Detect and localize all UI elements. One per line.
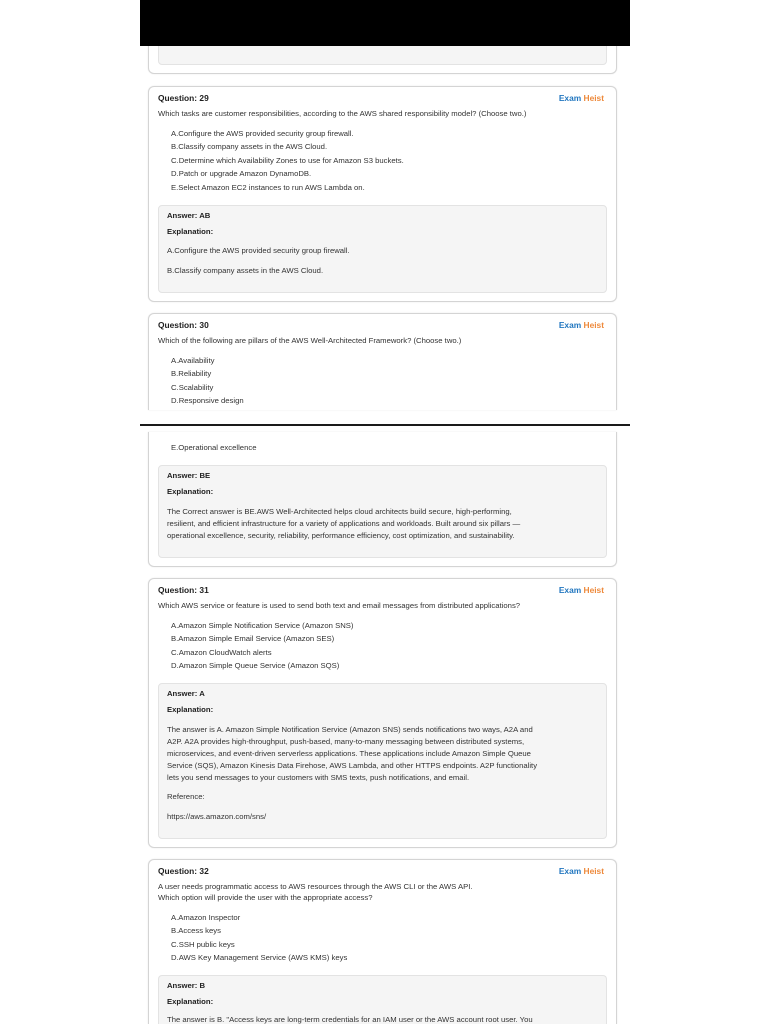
question-title <box>158 865 209 877</box>
question-text <box>158 600 607 611</box>
option-d: D.AWS Key Management Service (AWS KMS) keys <box>171 953 348 962</box>
question-text <box>158 881 607 903</box>
redaction-bar <box>140 0 630 46</box>
answer-options <box>158 911 607 965</box>
answer-line <box>167 980 598 992</box>
explanation-line: resilient, and efficient infrastructure for a variety of applications and workloads. Built around six pillars — <box>167 518 521 528</box>
answer-value: A <box>199 689 205 698</box>
explanation-line: operational excellence, security, reliability, performance efficiency, cost optimization, and sustainability. <box>167 530 515 540</box>
question-title <box>158 319 209 331</box>
option-d: D.Amazon Simple Queue Service (Amazon SQS) <box>171 661 340 670</box>
explanation-label: Explanation: <box>167 226 214 236</box>
question-number: 30 <box>199 320 209 330</box>
explanation-paragraph <box>167 724 598 784</box>
question-header <box>158 92 607 104</box>
answer-value: B <box>199 981 206 990</box>
brand-exam: Exam <box>558 866 582 876</box>
explanation-label: Explanation: <box>167 705 214 714</box>
explanation-paragraph <box>167 245 598 257</box>
explanation-label: Explanation: <box>167 997 214 1006</box>
option-a: A.Amazon Inspector <box>171 912 241 922</box>
question-label: Question: <box>158 320 198 330</box>
explanation-line: B.Classify company assets in the AWS Cloud. <box>167 265 324 275</box>
explanation-line: A.Configure the AWS provided security group firewall. <box>167 246 350 255</box>
question-number: 29 <box>199 93 209 103</box>
reference-paragraph <box>167 791 598 803</box>
explanation-line: The Correct answer is BE.AWS Well-Architected helps cloud architects build secure, high-performing, <box>167 506 512 516</box>
explanation-box <box>158 205 607 293</box>
question-card-30-continued <box>148 432 617 567</box>
question-text-line: Which option will provide the user with the appropriate access? <box>158 892 373 902</box>
option-a: A.Configure the AWS provided security group firewall. <box>171 128 354 138</box>
explanation-box <box>158 975 607 1024</box>
explanation-box <box>158 683 607 839</box>
explanation-line: A2P. A2A provides high-throughput, push-based, many-to-many messaging between distributed systems, <box>167 736 525 746</box>
question-text-line: Which AWS service or feature is used to send both text and email messages from distributed applications? <box>158 600 521 610</box>
option-b: B.Amazon Simple Email Service (Amazon SES) <box>171 634 335 643</box>
brand-heist: Heist <box>583 320 604 330</box>
option-b: B.Reliability <box>171 369 212 378</box>
question-number: 31 <box>199 585 209 595</box>
reference-link[interactable]: https://aws.amazon.com/sns/ <box>167 811 267 821</box>
brand-exam: Exam <box>558 585 582 595</box>
answer-value: AB <box>199 210 211 220</box>
question-text-line: A user needs programmatic access to AWS resources through the AWS CLI or the AWS API. <box>158 881 473 891</box>
question-text-line: Which of the following are pillars of the AWS Well-Architected Framework? (Choose two.) <box>158 335 462 345</box>
brand-heist: Heist <box>583 866 604 876</box>
answer-options <box>158 354 607 408</box>
brand-heist: Heist <box>583 93 604 103</box>
exam-heist-logo <box>559 865 607 877</box>
option-d: D.Patch or upgrade Amazon DynamoDB. <box>171 169 312 178</box>
exam-heist-logo <box>559 319 607 331</box>
question-label: Question: <box>158 585 198 595</box>
answer-label: Answer: <box>167 210 198 220</box>
question-text <box>158 108 607 119</box>
explanation-label: Explanation: <box>167 487 214 496</box>
question-text-line: Which tasks are customer responsibilities, according to the AWS shared responsibility model? (Choose two.) <box>158 108 527 118</box>
option-c: C.Scalability <box>171 382 214 392</box>
answer-line <box>167 470 598 482</box>
answer-label: Answer: <box>167 471 198 480</box>
option-e: E.Operational excellence <box>171 443 257 453</box>
exam-heist-logo <box>559 92 607 104</box>
answer-line <box>167 210 598 222</box>
explanation-line: lets you send messages to your customers with SMS texts, push notifications, and email. <box>167 772 470 782</box>
brand-exam: Exam <box>558 93 582 103</box>
option-a: A.Amazon Simple Notification Service (Amazon SNS) <box>171 620 354 630</box>
question-card-32 <box>148 859 617 1024</box>
question-title <box>158 92 209 104</box>
page-break-line <box>140 424 630 426</box>
option-b: B.Access keys <box>171 926 221 935</box>
option-e: E.Select Amazon EC2 instances to run AWS Lambda on. <box>171 182 365 192</box>
explanation-line: microservices, and event-driven serverless applications. These applications include Amazon Simple Queue <box>167 748 531 758</box>
option-c: C.Determine which Availability Zones to use for Amazon S3 buckets. <box>171 155 404 165</box>
question-card-31 <box>148 578 617 848</box>
answer-options <box>158 441 607 455</box>
option-c: C.Amazon CloudWatch alerts <box>171 647 272 657</box>
brand-exam: Exam <box>558 320 582 330</box>
explanation-paragraph <box>167 1016 598 1024</box>
explanation-paragraph <box>167 506 598 542</box>
reference-url-paragraph <box>167 811 598 823</box>
reference-label: Reference: <box>167 792 205 801</box>
option-b: B.Classify company assets in the AWS Cloud. <box>171 142 328 151</box>
answer-label: Answer: <box>167 689 198 698</box>
question-label: Question: <box>158 93 198 103</box>
question-label: Question: <box>158 866 198 876</box>
question-title <box>158 584 209 596</box>
question-header <box>158 319 607 331</box>
answer-line <box>167 688 598 700</box>
question-card-29 <box>148 86 617 302</box>
answer-label: Answer: <box>167 981 198 990</box>
question-header <box>158 865 607 877</box>
explanation-line: Service (SQS), Amazon Kinesis Data Firehose, AWS Lambda, and other HTTPS endpoints. A2P functionality <box>167 760 538 770</box>
explanation-line: The answer is B. "Access keys are long-term credentials for an IAM user or the AWS account root user. You <box>167 1014 533 1024</box>
answer-value: BE <box>199 471 211 480</box>
answer-options <box>158 127 607 195</box>
question-card-30 <box>148 313 617 410</box>
explanation-line: The answer is A. Amazon Simple Notification Service (Amazon SNS) sends notifications two ways, A2A and <box>167 724 533 734</box>
answer-options <box>158 619 607 673</box>
question-header <box>158 584 607 596</box>
question-text <box>158 335 607 346</box>
option-d: D.Responsive design <box>171 396 244 405</box>
explanation-paragraph <box>167 265 598 277</box>
option-a: A.Availability <box>171 355 215 365</box>
brand-heist: Heist <box>583 585 604 595</box>
explanation-box <box>158 465 607 558</box>
exam-heist-logo <box>559 584 607 596</box>
question-number: 32 <box>199 866 209 876</box>
option-c: C.SSH public keys <box>171 939 235 949</box>
